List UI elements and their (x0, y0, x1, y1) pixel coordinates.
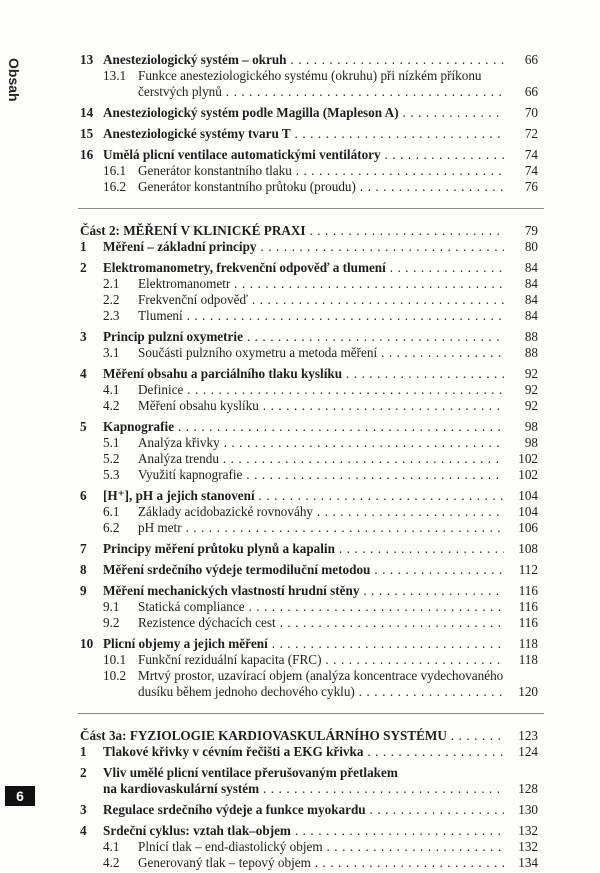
toc-chapter-entry (80, 260, 538, 276)
toc-page-number: 118 (518, 652, 538, 667)
toc-page-number: 84 (524, 308, 538, 323)
toc-title: Měření – základní principy . . . (103, 239, 504, 255)
toc-page-number: 92 (524, 366, 538, 381)
toc-page-number: 104 (518, 488, 538, 503)
toc-title: Statická compliance . . . (138, 599, 504, 615)
toc-page-number: 134 (518, 855, 538, 870)
toc-number: 1 (80, 744, 87, 759)
toc-title: Tlakové křivky v cévním řečišti a EKG křivka . . . (103, 744, 504, 760)
toc-chapter-entry (80, 583, 538, 599)
toc-page-number: 116 (518, 583, 538, 598)
toc-title: Vliv umělé plicní ventilace přerušovaným přetlakem (103, 765, 398, 780)
toc-number: 6.1 (103, 504, 120, 519)
toc-number: 9.2 (103, 615, 120, 630)
toc-section-entry (80, 668, 538, 684)
toc-page-number: 118 (518, 636, 538, 651)
toc-title: Funkce anesteziologického systému (okruhu) při nízkém příkonu (138, 68, 482, 83)
toc-page-number: 130 (518, 802, 538, 817)
toc-title: dusíku během jednoho dechového cyklu) . . . (138, 684, 504, 700)
toc-number: 6 (80, 488, 87, 503)
toc-page-number: 102 (518, 467, 538, 482)
toc-number: 4.2 (103, 855, 120, 870)
toc-title: Část 2: MĚŘENÍ V KLINICKÉ PRAXI . . . (80, 223, 504, 239)
toc-number: 5 (80, 419, 87, 434)
toc-part-heading (80, 223, 538, 239)
toc-number: 5.3 (103, 467, 120, 482)
toc-section-entry (80, 615, 538, 631)
toc-number: 6.2 (103, 520, 120, 535)
toc-section-entry (80, 451, 538, 467)
toc-section-entry (80, 599, 538, 615)
toc-number: 5.1 (103, 435, 120, 450)
toc-title: Měření mechanických vlastností hrudní stěny . . . (103, 583, 504, 599)
toc-page-number: 98 (524, 435, 538, 450)
toc-title: Anesteziologický systém – okruh . . . (103, 52, 504, 68)
toc-number: 15 (80, 126, 94, 141)
toc-title: Kapnografie . . . (103, 419, 504, 435)
toc-section-entry (80, 163, 538, 179)
toc-number: 13 (80, 52, 94, 67)
toc-title: Základy acidobazické rovnováhy . . . (138, 504, 504, 520)
toc-page-number: 123 (518, 728, 538, 743)
toc-title: Funkční reziduální kapacita (FRC) . . . (138, 652, 504, 668)
toc-part-heading (80, 728, 538, 744)
toc-page-number: 102 (518, 451, 538, 466)
toc-page-number: 72 (524, 126, 538, 141)
toc-chapter-entry (80, 562, 538, 578)
toc-number: 10.2 (103, 668, 127, 683)
toc-title: Generátor konstantního průtoku (proudu) . . . (138, 179, 504, 195)
toc-page-number: 66 (524, 52, 538, 67)
toc-number: 4.1 (103, 839, 120, 854)
toc-title: Principy měření průtoku plynů a kapalin . . . (103, 541, 504, 557)
toc-number: 2.1 (103, 276, 120, 291)
toc-title: Mrtvý prostor, uzavírací objem (analýza koncentrace vydechovaného (138, 668, 504, 683)
toc-page-number: 92 (524, 382, 538, 397)
toc-number: 2 (80, 765, 87, 780)
toc-number: 9 (80, 583, 87, 598)
toc-chapter-entry (80, 636, 538, 652)
toc-number: 2 (80, 260, 87, 275)
toc-section-entry (80, 382, 538, 398)
toc-section-entry (80, 345, 538, 361)
toc-page-number: 128 (518, 781, 538, 796)
toc-page-number: 84 (524, 260, 538, 275)
toc-chapter-entry (80, 329, 538, 345)
toc-number: 7 (80, 541, 87, 556)
toc-title: Elektromanometr . . . (138, 276, 504, 292)
toc-chapter-entry (80, 126, 538, 142)
toc-chapter-entry (80, 541, 538, 557)
toc-chapter-entry (80, 488, 538, 504)
toc-number: 16.2 (103, 179, 127, 194)
toc-number: 10.1 (103, 652, 127, 667)
toc-number: 1 (80, 239, 87, 254)
toc-page-number: 108 (518, 541, 538, 556)
toc-number: 4 (80, 366, 87, 381)
toc-title: Generovaný tlak – tepový objem . . . (138, 855, 504, 871)
toc-section-entry (80, 684, 538, 700)
toc-chapter-entry (80, 765, 538, 781)
toc-title: na kardiovaskulární systém . . . (103, 781, 504, 797)
toc-page-number: 80 (524, 239, 538, 254)
toc-number: 2.3 (103, 308, 120, 323)
toc-title: Umělá plicní ventilace automatickými ventilátory . . . (103, 147, 504, 163)
toc-title: Část 3a: FYZIOLOGIE KARDIOVASKULÁRNÍHO SYSTÉMU . . . (80, 728, 504, 744)
toc-title: pH metr . . . (138, 520, 504, 536)
toc-section-entry (80, 276, 538, 292)
toc-page-number: 120 (518, 684, 538, 699)
toc-section-entry (80, 292, 538, 308)
toc-number: 16.1 (103, 163, 127, 178)
toc-section-entry (80, 398, 538, 414)
toc-chapter-entry (80, 147, 538, 163)
toc-title: Využití kapnografie . . . (138, 467, 504, 483)
toc-page-number: 98 (524, 419, 538, 434)
toc-chapter-entry (80, 239, 538, 255)
toc-section-entry (80, 84, 538, 100)
toc-page-number: 132 (518, 839, 538, 854)
toc-number: 13.1 (103, 68, 127, 83)
toc-chapter-entry (80, 781, 538, 797)
toc-title: Anesteziologický systém podle Magilla (Mapleson A) . . . (103, 105, 504, 121)
toc-chapter-entry (80, 105, 538, 121)
toc-title: Princip pulzní oxymetrie . . . (103, 329, 504, 345)
toc-number: 3 (80, 802, 87, 817)
toc-title: Srdeční cyklus: vztah tlak–objem . . . (103, 823, 504, 839)
toc-page-number: 116 (518, 599, 538, 614)
toc-title: [H⁺], pH a jejich stanovení . . . (103, 488, 504, 504)
toc-title: Elektromanometry, frekvenční odpověď a tlumení . . . (103, 260, 504, 276)
toc-section-entry (80, 520, 538, 536)
toc-title: Měření obsahu a parciálního tlaku kyslíku . . . (103, 366, 504, 382)
toc-chapter-entry (80, 366, 538, 382)
table-of-contents (80, 52, 538, 871)
toc-number: 4 (80, 823, 87, 838)
toc-page-number: 66 (524, 84, 538, 99)
toc-title: Regulace srdečního výdeje a funkce myokardu . . . (103, 802, 504, 818)
toc-chapter-entry (80, 419, 538, 435)
toc-number: 10 (80, 636, 94, 651)
toc-title: Plicní objemy a jejich měření . . . (103, 636, 504, 652)
toc-title: Anesteziologické systémy tvaru T . . . (103, 126, 504, 142)
toc-title: Měření srdečního výdeje termodiluční metodou . . . (103, 562, 504, 578)
toc-page-number: 112 (518, 562, 538, 577)
toc-page-number: 70 (524, 105, 538, 120)
toc-page-number: 74 (524, 147, 538, 162)
toc-page-number: 74 (524, 163, 538, 178)
page-number: 6 (5, 786, 35, 806)
toc-section-entry (80, 68, 538, 84)
toc-page-number: 124 (518, 744, 538, 759)
toc-number: 4.2 (103, 398, 120, 413)
toc-title: Generátor konstantního tlaku . . . (138, 163, 504, 179)
toc-number: 3.1 (103, 345, 120, 360)
toc-page-number: 84 (524, 292, 538, 307)
toc-title: Frekvenční odpověď . . . (138, 292, 504, 308)
toc-chapter-entry (80, 802, 538, 818)
toc-number: 4.1 (103, 382, 120, 397)
toc-page-number: 79 (524, 223, 538, 238)
toc-title: Plnicí tlak – end-diastolický objem . . . (138, 839, 504, 855)
toc-page-number: 106 (518, 520, 538, 535)
toc-title: Tlumení . . . (138, 308, 504, 324)
toc-chapter-entry (80, 744, 538, 760)
toc-title: Součásti pulzního oxymetru a metoda měření . . . (138, 345, 504, 361)
toc-section-entry (80, 504, 538, 520)
toc-number: 8 (80, 562, 87, 577)
toc-title: Analýza trendu . . . (138, 451, 504, 467)
toc-number: 5.2 (103, 451, 120, 466)
toc-number: 2.2 (103, 292, 120, 307)
toc-title: Analýza křivky . . . (138, 435, 504, 451)
toc-chapter-entry (80, 52, 538, 68)
toc-page-number: 88 (524, 329, 538, 344)
toc-page-number: 88 (524, 345, 538, 360)
toc-section-entry (80, 855, 538, 871)
toc-page-number: 84 (524, 276, 538, 291)
toc-page-number: 132 (518, 823, 538, 838)
toc-page-number: 104 (518, 504, 538, 519)
toc-number: 14 (80, 105, 94, 120)
toc-section-entry (80, 652, 538, 668)
toc-chapter-entry (80, 823, 538, 839)
toc-title: Rezistence dýchacích cest . . . (138, 615, 504, 631)
toc-section-entry (80, 467, 538, 483)
toc-title: Definice . . . (138, 382, 504, 398)
toc-section-entry (80, 308, 538, 324)
section-label: Obsah (6, 58, 22, 102)
toc-page-number: 76 (524, 179, 538, 194)
toc-number: 3 (80, 329, 87, 344)
toc-page-number: 116 (518, 615, 538, 630)
toc-section-entry (80, 435, 538, 451)
toc-title: Měření obsahu kyslíku . . . (138, 398, 504, 414)
toc-page-number: 92 (524, 398, 538, 413)
toc-number: 16 (80, 147, 94, 162)
toc-section-entry (80, 179, 538, 195)
toc-section-entry (80, 839, 538, 855)
section-sidebar (0, 0, 35, 873)
toc-title: čerstvých plynů . . . (138, 84, 504, 100)
toc-number: 9.1 (103, 599, 120, 614)
